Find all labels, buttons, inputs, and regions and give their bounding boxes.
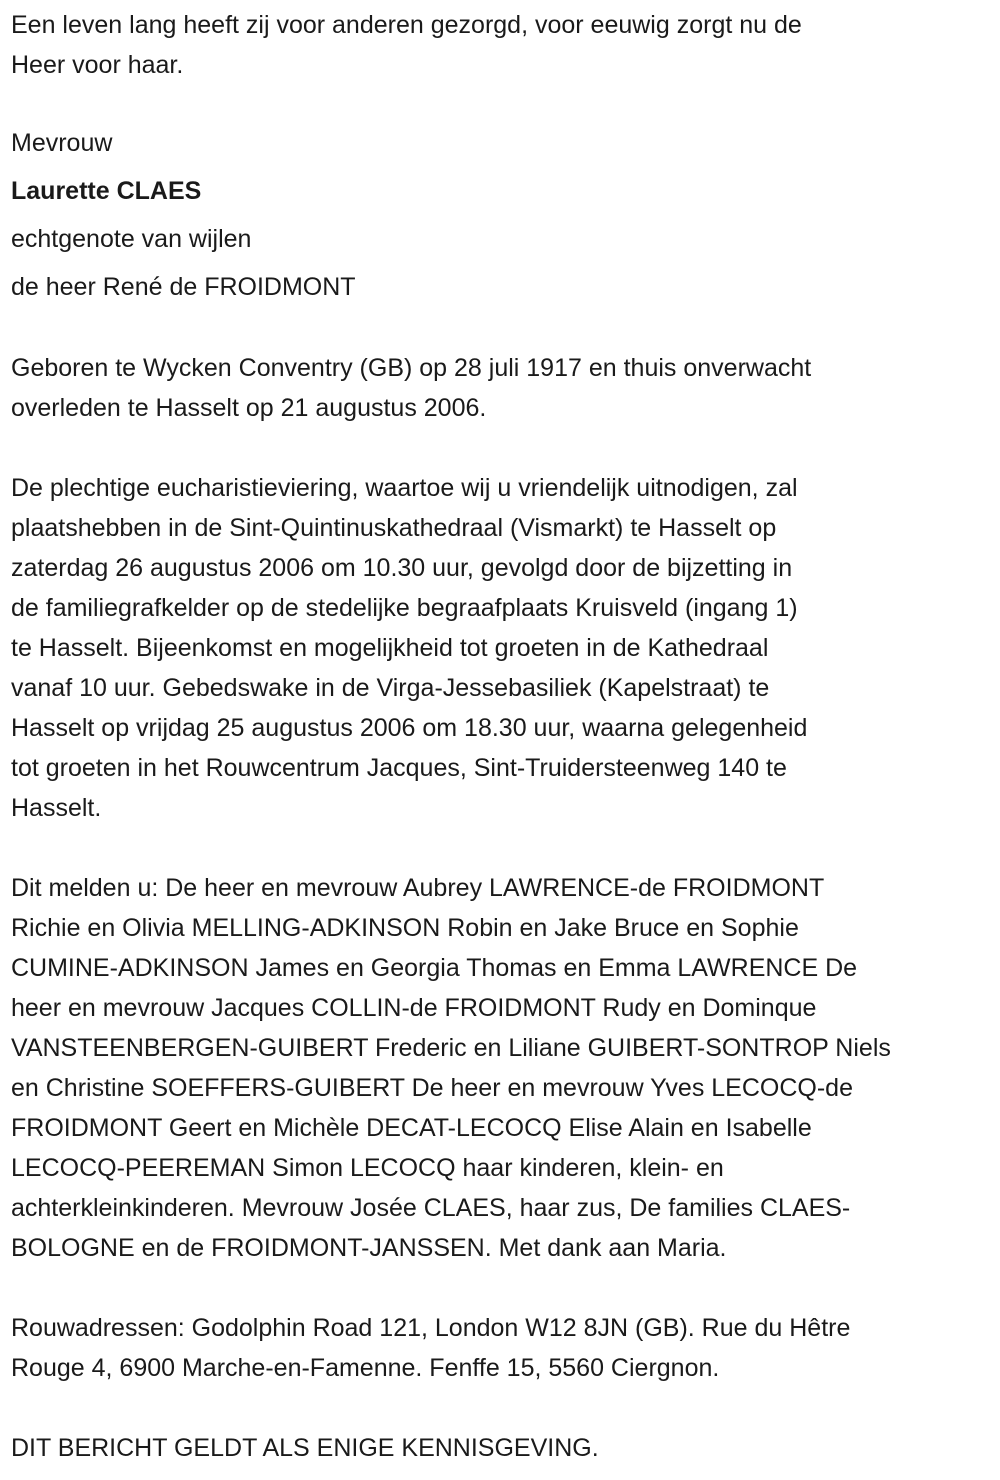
text-line: de familiegrafkelder op de stedelijke begraafplaats Kruisveld (ingang 1) [11, 594, 798, 622]
text-line: Richie en Olivia MELLING-ADKINSON Robin en Jake Bruce en Sophie [11, 914, 799, 942]
spouse-name: de heer René de FROIDMONT [11, 273, 356, 301]
text-line: tot groeten in het Rouwcentrum Jacques, Sint-Truidersteenweg 140 te [11, 754, 787, 782]
text-line: De plechtige eucharistieviering, waartoe wij u vriendelijk uitnodigen, zal [11, 474, 798, 502]
text-line: zaterdag 26 augustus 2006 om 10.30 uur, gevolgd door de bijzetting in [11, 554, 793, 582]
text-line: plaatshebben in de Sint-Quintinuskathedraal (Vismarkt) te Hasselt op [11, 514, 777, 542]
relation: echtgenote van wijlen [11, 225, 252, 253]
text-line: Rouwadressen: Godolphin Road 121, London W12 8JN (GB). Rue du Hêtre [11, 1314, 851, 1342]
text-line: en Christine SOEFFERS-GUIBERT De heer en mevrouw Yves LECOCQ-de [11, 1074, 853, 1102]
intro-paragraph [11, 5, 1000, 85]
text-line: te Hasselt. Bijeenkomst en mogelijkheid tot groeten in de Kathedraal [11, 634, 769, 662]
text-line: achterkleinkinderen. Mevrouw Josée CLAES, haar zus, De families CLAES- [11, 1194, 851, 1222]
deceased-name: Laurette CLAES [11, 177, 202, 205]
honorific: Mevrouw [11, 129, 113, 157]
text-line: VANSTEENBERGEN-GUIBERT Frederic en Liliane GUIBERT-SONTROP Niels [11, 1034, 891, 1062]
text-line: Hasselt op vrijdag 25 augustus 2006 om 18.30 uur, waarna gelegenheid [11, 714, 808, 742]
text-line: BOLOGNE en de FROIDMONT-JANSSEN. Met dank aan Maria. [11, 1234, 727, 1262]
text-line: LECOCQ-PEEREMAN Simon LECOCQ haar kinderen, klein- en [11, 1154, 724, 1182]
birth-death-paragraph [11, 348, 1000, 428]
text-line: Rouge 4, 6900 Marche-en-Famenne. Fenffe 15, 5560 Ciergnon. [11, 1354, 720, 1382]
name-block [11, 119, 1000, 311]
text-line: overleden te Hasselt op 21 augustus 2006. [11, 394, 487, 422]
text-line: heer en mevrouw Jacques COLLIN-de FROIDMONT Rudy en Dominque [11, 994, 817, 1022]
text-line: Geboren te Wycken Conventry (GB) op 28 juli 1917 en thuis onverwacht [11, 354, 812, 382]
text-line: Hasselt. [11, 794, 102, 822]
text-line: Dit melden u: De heer en mevrouw Aubrey LAWRENCE-de FROIDMONT [11, 874, 825, 902]
text-line: Een leven lang heeft zij voor anderen gezorgd, voor eeuwig zorgt nu de [11, 11, 802, 39]
text-line: CUMINE-ADKINSON James en Georgia Thomas en Emma LAWRENCE De [11, 954, 858, 982]
closing-paragraph [11, 1428, 1000, 1468]
text-line: Heer voor haar. [11, 51, 184, 79]
addresses-paragraph [11, 1308, 1000, 1388]
family-paragraph [11, 868, 1000, 1268]
text-line: vanaf 10 uur. Gebedswake in de Virga-Jessebasiliek (Kapelstraat) te [11, 674, 770, 702]
ceremony-paragraph [11, 468, 1000, 828]
closing-notice: DIT BERICHT GELDT ALS ENIGE KENNISGEVING. [11, 1434, 599, 1462]
text-line: FROIDMONT Geert en Michèle DECAT-LECOCQ Elise Alain en Isabelle [11, 1114, 812, 1142]
